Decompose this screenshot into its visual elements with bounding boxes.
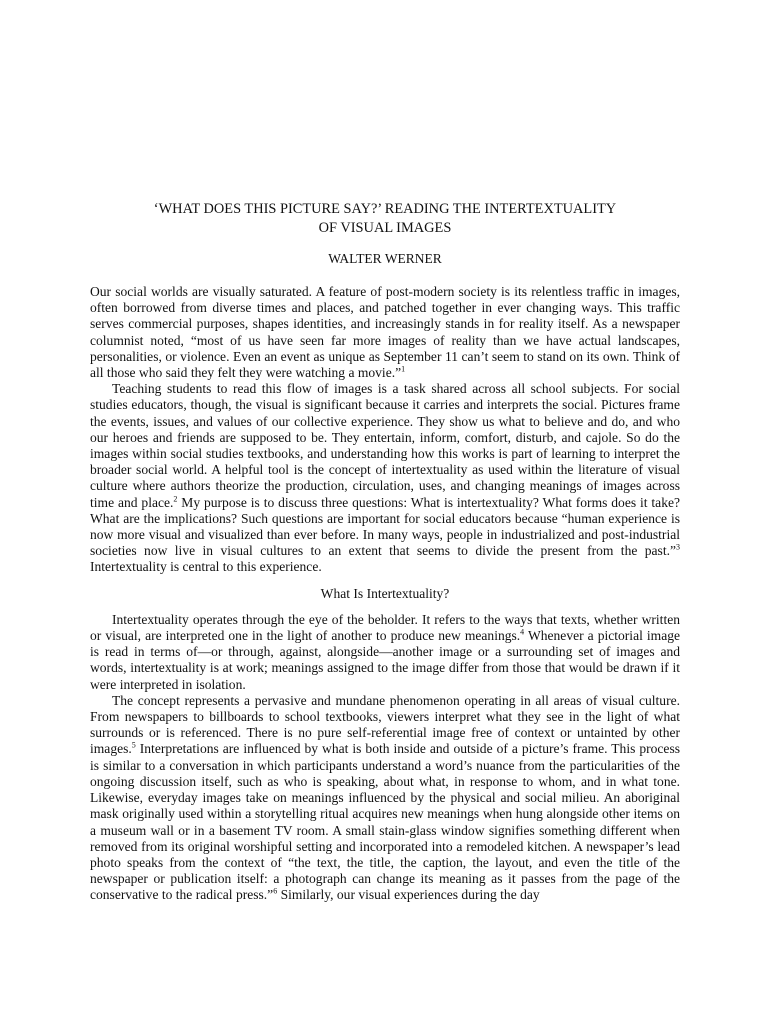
footnote-ref[interactable]: 1 [401,364,406,374]
paragraph-text: Similarly, our visual experiences during the day [277,887,540,903]
paragraph-text: Whenever a pictorial image is read in terms of—or through, against, alongside—another image or a surrounding set of images and words, intertextuality is at work; meanings assigned to the image differ from those that would be drawn if it were interpreted in isolation. [90,628,680,692]
paragraph-text: Teaching students to read this flow of images is a task shared across all school subjects. For social studies educators, though, the visual is significant because it carries and interprets the social. Pictures frame the events, issues, and values of our collective experience. They show us what to believe and do, and who our heroes and friends are supposed to be. They entertain, inform, comfort, disturb, and cajole. So do the images within social studies textbooks, and understanding how this works is part of learning to interpret the broader social world. A helpful tool is the concept of intertextuality as used within the literature of visual culture where authors theorize the production, circulation, uses, and changing meanings of images across time and place. [90,381,680,510]
paragraph-concept [90,693,680,904]
author-name: WALTER WERNER [328,251,442,266]
title-line-2: OF VISUAL IMAGES [318,220,452,236]
paragraph-text: My purpose is to discuss three questions: What is intertextuality? What forms does it take? What are the implications? Such questions are important for social educators because “human experience is now more visual and visualized than ever before. In many ways, people in industrialized and post-industrial societies now live in visual cultures to an extent that seems to divide the present from the past.” [90,494,680,559]
paragraph-teaching [90,381,680,575]
paragraph-text: Our social worlds are visually saturated. A feature of post-modern society is its relentless traffic in images, often borrowed from diverse times and places, and patched together in ever changing ways. This traffic serves commercial purposes, shapes identities, and increasingly stands in for reality itself. As a newspaper columnist noted, “most of us have seen far more images of reality than we have actual landscapes, personalities, or violence. Even an event as unique as September 11 can’t seem to stand on its own. Think of all those who said they felt they were watching a movie.” [90,284,680,381]
paragraph-text: The concept represents a pervasive and mundane phenomenon operating in all areas of visual culture. From newspapers to billboards to school textbooks, viewers interpret what they see in the light of what surrounds or is referenced. There is no pure self-referential image free of context or untainted by other images. [90,692,680,757]
section-heading: What Is Intertextuality? [320,585,450,601]
footnote-ref[interactable]: 5 [131,740,136,750]
footnote-ref[interactable]: 2 [173,494,178,504]
footnote-ref[interactable]: 4 [520,627,525,637]
article-body [90,284,680,904]
paragraph-text: Intertextuality operates through the eye of the beholder. It refers to the ways that texts, whether written or visual, are interpreted one in the light of another to produce new meanings. [90,611,680,644]
footnote-ref[interactable]: 6 [273,886,278,896]
title-line-1: ‘WHAT DOES THIS PICTURE SAY?’ READING THE INTERTEXTUALITY [153,201,617,217]
paragraph-text: Intertextuality is central to this experience. [90,559,322,575]
paragraph-text: Interpretations are influenced by what is both inside and outside of a picture’s frame. This process is similar to a conversation in which participants understand a word’s nuance from the particularities of the ongoing discussion itself, such as who is speaking, about what, in response to whom, and in what tone. Likewise, everyday images take on meanings influenced by the physical and social milieu. An aboriginal mask originally used within a storytelling ritual acquires new meanings when hung alongside other items on a museum wall or in a basement TV room. A small stain-glass window signifies something different when removed from its original worshipful setting and incorporated into a remodeled kitchen. A newspaper’s lead photo speaks from the context of “the text, the title, the caption, the layout, and even the title of the newspaper or publication itself: a photograph can change its meaning as it passes from the page of the conservative to the radical press.” [90,741,680,903]
article-page [90,200,680,904]
footnote-ref[interactable]: 3 [676,542,680,552]
article-title [90,200,680,238]
paragraph-intertextuality [90,612,680,693]
paragraph-intro [90,284,680,381]
